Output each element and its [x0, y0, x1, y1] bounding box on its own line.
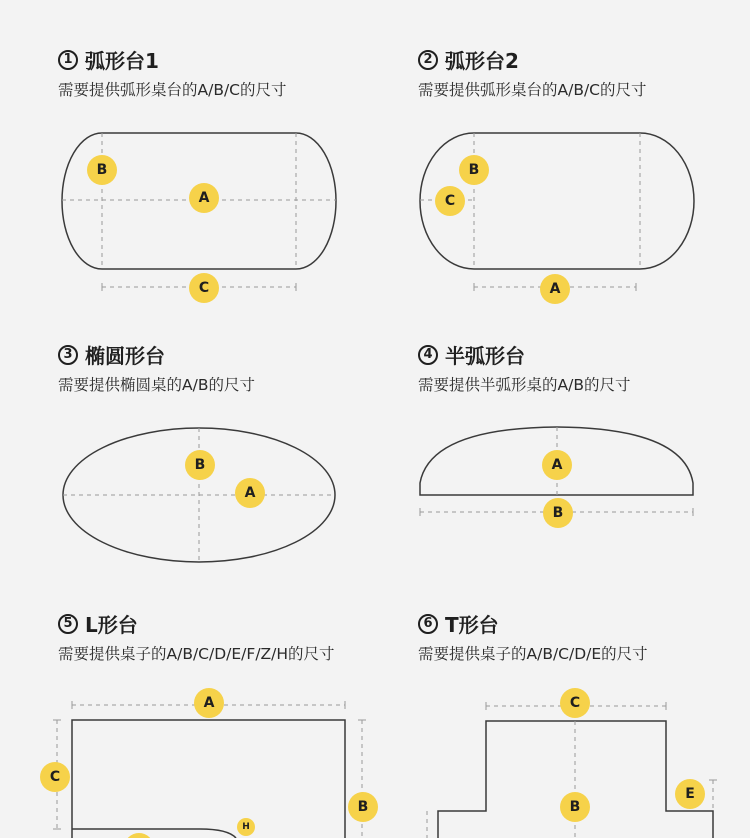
panel-4-number: 4 [418, 345, 438, 365]
svg-text:H: H [242, 822, 250, 832]
svg-text:A: A [244, 485, 256, 501]
label-h-badge [237, 818, 255, 836]
label-e-badge [675, 779, 705, 809]
svg-text:C: C [569, 695, 581, 711]
label-c-badge [560, 688, 590, 718]
arc-table-1-diagram [62, 133, 336, 303]
panel-6-description: 需要提供桌子的A/B/C/D/E的尺寸 [418, 645, 648, 663]
svg-text:A: A [203, 695, 215, 711]
arc-table-2-diagram [420, 133, 694, 304]
half-arc-table-diagram [420, 427, 693, 528]
svg-text:C: C [49, 769, 61, 785]
panel-4-title-text: 半弧形台 [445, 344, 525, 368]
svg-text:E: E [685, 786, 695, 802]
label-b-badge [87, 155, 117, 185]
svg-text:B: B [194, 457, 206, 473]
label-b-badge [185, 450, 215, 480]
label-b-badge [348, 792, 378, 822]
panel-6-number: 6 [418, 614, 438, 634]
panel-3-description: 需要提供椭圆桌的A/B的尺寸 [58, 376, 255, 394]
t-table-diagram [427, 688, 717, 838]
label-b-badge [459, 155, 489, 185]
label-b-badge [543, 498, 573, 528]
label-a-badge [542, 450, 572, 480]
panel-5-number: 5 [58, 614, 78, 634]
panel-2-description: 需要提供弧形桌台的A/B/C的尺寸 [418, 81, 647, 99]
svg-text:A: A [549, 281, 561, 297]
svg-text:B: B [468, 162, 480, 178]
svg-text:C: C [444, 193, 456, 209]
svg-text:A: A [198, 190, 210, 206]
panel-1-description: 需要提供弧形桌台的A/B/C的尺寸 [58, 81, 287, 99]
svg-text:A: A [551, 457, 563, 473]
svg-text:B: B [96, 162, 108, 178]
l-table-diagram [40, 688, 378, 838]
panel-3-number: 3 [58, 345, 78, 365]
panel-2-title-text: 弧形台2 [445, 49, 519, 73]
panel-5-title-text: L形台 [85, 613, 138, 637]
svg-text:C: C [198, 280, 210, 296]
svg-text:B: B [552, 505, 564, 521]
panel-4-description: 需要提供半弧形桌的A/B的尺寸 [418, 376, 631, 394]
ellipse-table-diagram [63, 428, 335, 562]
label-c-badge [435, 186, 465, 216]
panel-1-title-text: 弧形台1 [85, 49, 159, 73]
label-a-badge [235, 478, 265, 508]
label-a-badge [540, 274, 570, 304]
label-partial-badge [124, 833, 154, 838]
l-table-outline [72, 720, 345, 838]
label-c-badge [40, 762, 70, 792]
svg-text:B: B [569, 799, 581, 815]
panel-3-title-text: 椭圆形台 [85, 344, 165, 368]
svg-text:B: B [357, 799, 369, 815]
label-a-badge [189, 183, 219, 213]
panel-5-description: 需要提供桌子的A/B/C/D/E/F/Z/H的尺寸 [58, 645, 335, 663]
label-b-badge [560, 792, 590, 822]
panel-6-title-text: T形台 [445, 613, 499, 637]
label-a-badge [194, 688, 224, 718]
panel-1-number: 1 [58, 50, 78, 70]
panel-2-number: 2 [418, 50, 438, 70]
label-c-badge [189, 273, 219, 303]
